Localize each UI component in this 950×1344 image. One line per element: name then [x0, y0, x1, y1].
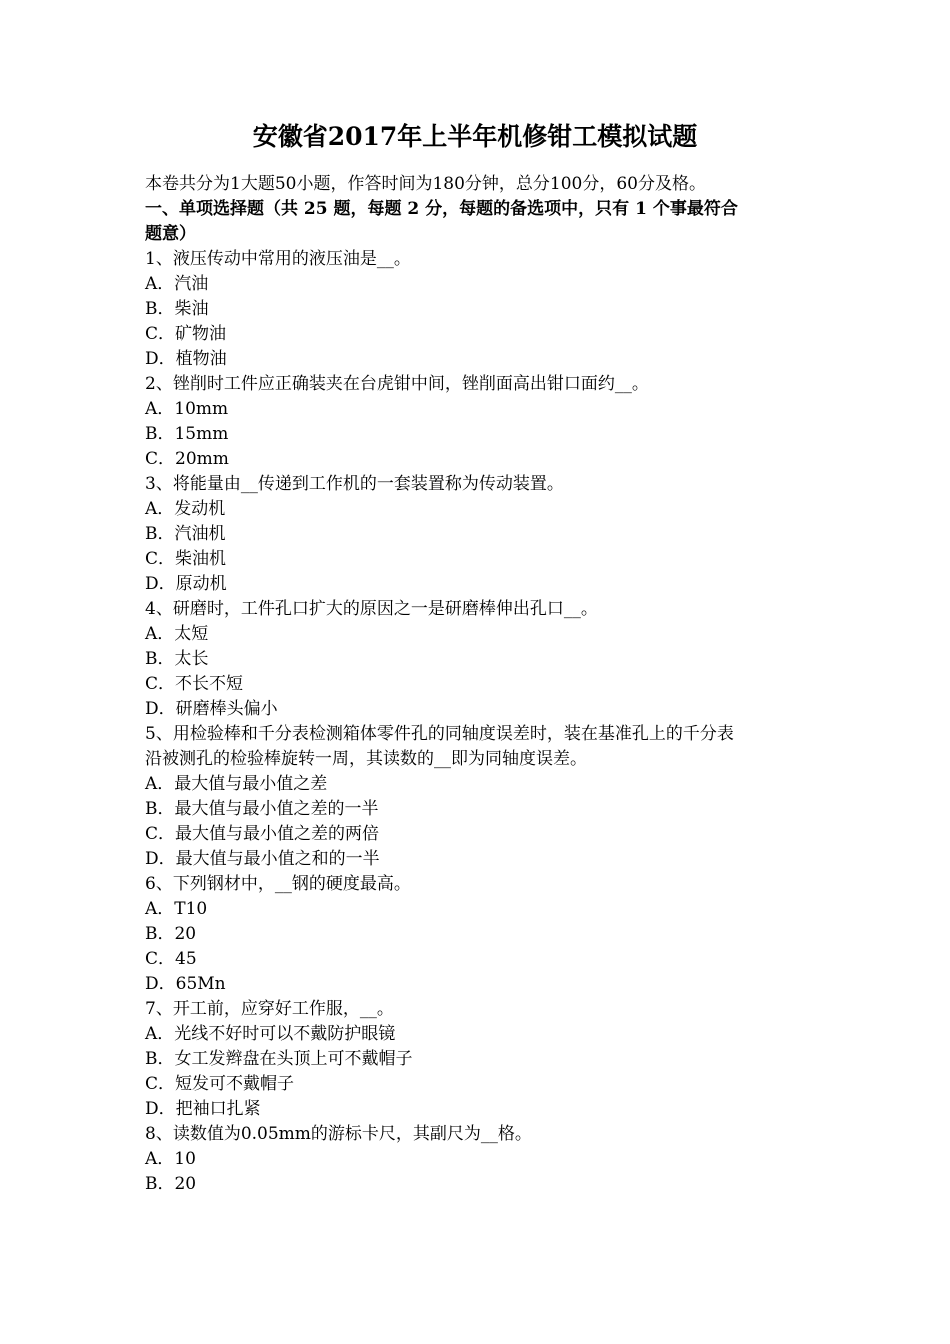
- answer-option: B．太长: [145, 649, 209, 669]
- answer-option: A．10: [145, 1149, 196, 1169]
- document-body: [145, 172, 810, 1197]
- answer-option: B．20: [145, 924, 197, 944]
- answer-option: C．45: [145, 949, 197, 969]
- answer-option: B．女工发辫盘在头顶上可不戴帽子: [145, 1049, 413, 1069]
- answer-option: A．最大值与最小值之差: [145, 774, 328, 794]
- answer-option: C．短发可不戴帽子: [145, 1074, 295, 1094]
- question-stem: 沿被测孔的检验棒旋转一周，其读数的__即为同轴度误差。: [145, 749, 587, 769]
- answer-option: B．20: [145, 1174, 197, 1194]
- question-block: [145, 872, 810, 997]
- question-block: [145, 722, 810, 872]
- answer-option: D．植物油: [145, 349, 227, 369]
- answer-option: A．发动机: [145, 499, 226, 519]
- answer-option: B．柴油: [145, 299, 209, 319]
- question-block: [145, 997, 810, 1122]
- answer-option: A．光线不好时可以不戴防护眼镜: [145, 1024, 396, 1044]
- answer-option: C．最大值与最小值之差的两倍: [145, 824, 380, 844]
- answer-option: C．柴油机: [145, 549, 227, 569]
- answer-option: A．汽油: [145, 274, 209, 294]
- answer-option: B．汽油机: [145, 524, 226, 544]
- section-heading-line: 一、单项选择题（共 25 题，每题 2 分，每题的备选项中，只有 1 个事最符合: [145, 199, 738, 219]
- answer-option: B．15mm: [145, 424, 229, 444]
- answer-option: C．矿物油: [145, 324, 227, 344]
- answer-option: D．65Mn: [145, 974, 226, 994]
- question-stem: 6、下列钢材中，__钢的硬度最高。: [145, 874, 411, 894]
- question-stem: 1、液压传动中常用的液压油是__。: [145, 249, 411, 269]
- answer-option: A．10mm: [145, 399, 229, 419]
- question-stem: 5、用检验棒和千分表检测箱体零件孔的同轴度误差时，装在基准孔上的千分表: [145, 724, 734, 744]
- question-stem: 2、锉削时工件应正确装夹在台虎钳中间，锉削面高出钳口面约__。: [145, 374, 649, 394]
- answer-option: A．太短: [145, 624, 209, 644]
- section-heading-line: 题意）: [145, 224, 196, 244]
- question-stem: 3、将能量由__传递到工作机的一套装置称为传动装置。: [145, 474, 564, 494]
- answer-option: D．把袖口扎紧: [145, 1099, 261, 1119]
- question-block: [145, 597, 810, 722]
- document-title: 安徽省2017年上半年机修钳工模拟试题: [252, 122, 698, 151]
- question-block: [145, 1122, 810, 1197]
- answer-option: C．不长不短: [145, 674, 244, 694]
- question-block: [145, 247, 810, 372]
- answer-option: A．T10: [145, 899, 208, 919]
- question-block: [145, 472, 810, 597]
- answer-option: D．最大值与最小值之和的一半: [145, 849, 380, 869]
- question-stem: 7、开工前，应穿好工作服，__。: [145, 999, 394, 1019]
- question-stem: 8、读数值为0.05mm的游标卡尺，其副尺为__格。: [145, 1124, 532, 1144]
- section-heading: [145, 197, 810, 247]
- answer-option: C．20mm: [145, 449, 229, 469]
- answer-option: D．研磨棒头偏小: [145, 699, 278, 719]
- question-stem: 4、研磨时，工件孔口扩大的原因之一是研磨棒伸出孔口__。: [145, 599, 598, 619]
- question-block: [145, 372, 810, 472]
- exam-intro: 本卷共分为1大题50小题，作答时间为180分钟，总分100分，60分及格。: [145, 174, 706, 194]
- answer-option: B．最大值与最小值之差的一半: [145, 799, 379, 819]
- answer-option: D．原动机: [145, 574, 227, 594]
